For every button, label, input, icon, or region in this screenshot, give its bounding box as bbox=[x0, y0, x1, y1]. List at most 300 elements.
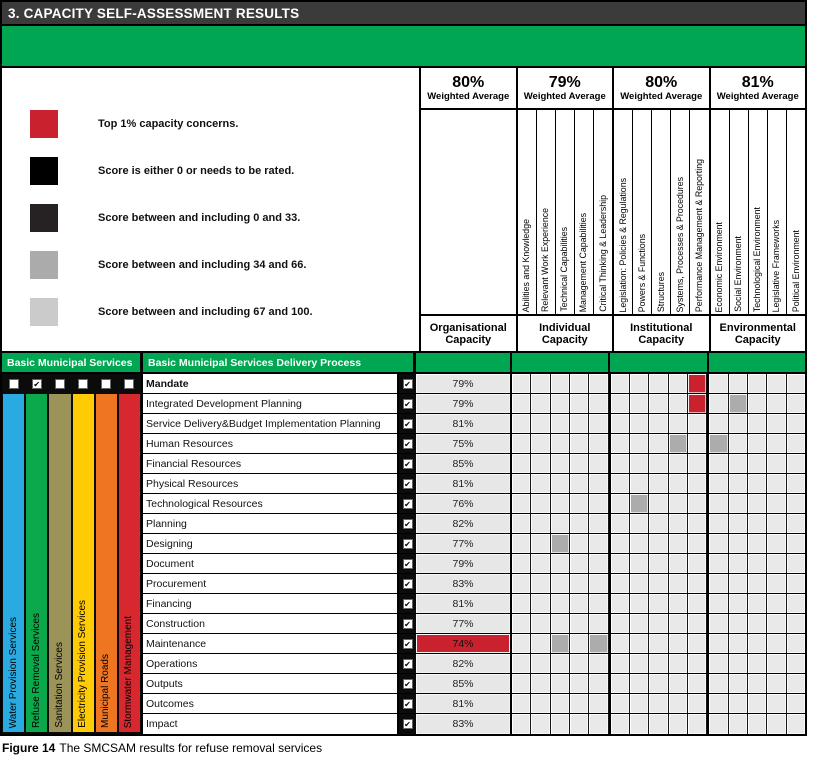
matrix-cell bbox=[748, 494, 767, 513]
service-column bbox=[26, 394, 47, 732]
capacity-label: Individual Capacity bbox=[518, 314, 613, 351]
matrix-cell bbox=[669, 694, 688, 713]
matrix-cell bbox=[729, 614, 748, 633]
matrix-cell bbox=[570, 594, 589, 613]
row-checkbox[interactable]: ✔ bbox=[404, 479, 411, 489]
data-area bbox=[2, 374, 805, 734]
service-column-label: Water Provision Services bbox=[7, 616, 19, 728]
data-rows bbox=[143, 374, 805, 734]
matrix-cell bbox=[748, 634, 767, 653]
matrix-cell bbox=[512, 714, 531, 734]
table-row bbox=[143, 614, 805, 634]
service-column-label: Stormwater Management bbox=[123, 615, 135, 728]
process-label: Document bbox=[143, 554, 399, 573]
service-column bbox=[73, 394, 94, 732]
row-checkbox[interactable]: ✔ bbox=[404, 499, 411, 509]
row-checkbox-cell bbox=[399, 634, 416, 653]
matrix-cell bbox=[767, 494, 786, 513]
subcolumn-label: Structures bbox=[655, 271, 666, 312]
matrix-cell bbox=[630, 374, 649, 393]
section-header-row bbox=[2, 353, 805, 374]
matrix-row bbox=[512, 514, 805, 533]
matrix-cell bbox=[589, 414, 608, 433]
score-cell: 83% bbox=[416, 714, 512, 734]
matrix-cell bbox=[589, 614, 608, 633]
matrix-cell bbox=[748, 614, 767, 633]
matrix-cell bbox=[669, 674, 688, 693]
subcolumn bbox=[652, 110, 671, 314]
table-row bbox=[143, 474, 805, 494]
matrix-cell bbox=[767, 574, 786, 593]
matrix-cell bbox=[589, 534, 608, 553]
subcolumn bbox=[614, 110, 633, 314]
matrix-cell bbox=[609, 634, 630, 653]
capacity-group bbox=[612, 68, 709, 351]
matrix-cell bbox=[531, 554, 550, 573]
matrix-cell bbox=[531, 374, 550, 393]
matrix-cell bbox=[512, 434, 531, 453]
capacity-label: Institutional Capacity bbox=[614, 314, 709, 351]
matrix-cell bbox=[609, 594, 630, 613]
matrix-cell bbox=[669, 514, 688, 533]
legend-swatch bbox=[30, 157, 58, 185]
subcolumn bbox=[749, 110, 768, 314]
services-header bbox=[2, 353, 143, 372]
matrix-cell bbox=[570, 634, 589, 653]
matrix-cell bbox=[609, 414, 630, 433]
subcolumn-label: Abilities and Knowledge bbox=[521, 218, 532, 312]
matrix-cell bbox=[748, 654, 767, 673]
process-label: Construction bbox=[143, 614, 399, 633]
matrix-cell bbox=[630, 594, 649, 613]
matrix-cell bbox=[531, 714, 550, 734]
process-label: Physical Resources bbox=[143, 474, 399, 493]
matrix-row bbox=[512, 674, 805, 693]
matrix-cell bbox=[707, 674, 728, 693]
matrix-cell bbox=[748, 514, 767, 533]
capacity-groups bbox=[419, 68, 805, 351]
matrix-cell bbox=[649, 454, 668, 473]
row-checkbox-cell bbox=[399, 434, 416, 453]
row-checkbox[interactable]: ✔ bbox=[404, 539, 411, 549]
matrix-cell bbox=[787, 674, 805, 693]
row-checkbox-cell bbox=[399, 514, 416, 533]
subcolumns bbox=[518, 110, 613, 314]
matrix-cell bbox=[688, 514, 707, 533]
matrix-cell bbox=[707, 494, 728, 513]
row-checkbox[interactable]: ✔ bbox=[404, 439, 411, 449]
matrix-row bbox=[512, 474, 805, 493]
matrix-cell bbox=[688, 394, 707, 413]
matrix-cell bbox=[649, 714, 668, 734]
matrix-row bbox=[512, 574, 805, 593]
capacity-group bbox=[419, 68, 516, 351]
matrix-cell bbox=[669, 474, 688, 493]
figure-caption bbox=[0, 741, 813, 755]
service-checkbox-cell bbox=[95, 379, 118, 389]
matrix-row bbox=[512, 534, 805, 553]
matrix-row bbox=[512, 374, 805, 393]
score-cell: 79% bbox=[416, 394, 512, 413]
subcolumn bbox=[671, 110, 690, 314]
matrix-cell bbox=[787, 534, 805, 553]
matrix-cell bbox=[669, 714, 688, 734]
subcolumn bbox=[768, 110, 787, 314]
matrix-cell bbox=[688, 494, 707, 513]
matrix-cell bbox=[787, 654, 805, 673]
matrix-cell bbox=[570, 714, 589, 734]
matrix-cell bbox=[551, 634, 570, 653]
matrix-cell bbox=[531, 434, 550, 453]
matrix-cell bbox=[512, 514, 531, 533]
matrix-cell bbox=[729, 394, 748, 413]
row-checkbox-cell bbox=[399, 394, 416, 413]
service-column-label: Municipal Roads bbox=[100, 654, 112, 728]
table-row bbox=[143, 534, 805, 554]
matrix-cell bbox=[570, 534, 589, 553]
matrix-cell bbox=[748, 474, 767, 493]
matrix-cell bbox=[688, 374, 707, 393]
matrix-cell bbox=[551, 574, 570, 593]
subcolumn-label: Performance Management & Reporting bbox=[694, 158, 705, 312]
matrix-cell bbox=[630, 574, 649, 593]
subcolumn-label: Relevant Work Experience bbox=[540, 208, 551, 312]
process-label: Planning bbox=[143, 514, 399, 533]
subcolumn bbox=[556, 110, 575, 314]
matrix-cell bbox=[729, 694, 748, 713]
matrix-row bbox=[512, 654, 805, 673]
matrix-cell bbox=[787, 714, 805, 734]
matrix-row bbox=[512, 694, 805, 713]
matrix-cell bbox=[551, 374, 570, 393]
legend bbox=[2, 68, 419, 351]
matrix-cell bbox=[551, 674, 570, 693]
service-checkbox[interactable] bbox=[101, 379, 111, 389]
matrix-cell bbox=[669, 454, 688, 473]
matrix-cell bbox=[748, 694, 767, 713]
matrix-cell bbox=[688, 534, 707, 553]
matrix-cell bbox=[589, 434, 608, 453]
subcolumn bbox=[690, 110, 708, 314]
weighted-average-value: 80% bbox=[645, 74, 678, 91]
matrix-cell bbox=[649, 474, 668, 493]
matrix-cell bbox=[630, 494, 649, 513]
matrix-row bbox=[512, 594, 805, 613]
matrix-row bbox=[512, 454, 805, 473]
matrix-cell bbox=[570, 694, 589, 713]
matrix-cell bbox=[609, 534, 630, 553]
empty-subcolumn bbox=[421, 110, 516, 314]
matrix-cell bbox=[609, 494, 630, 513]
matrix-cell bbox=[669, 614, 688, 633]
matrix-cell bbox=[688, 574, 707, 593]
table-row bbox=[143, 514, 805, 534]
matrix-cell bbox=[649, 514, 668, 533]
service-column bbox=[3, 394, 24, 732]
matrix-cell bbox=[729, 434, 748, 453]
matrix-row bbox=[512, 414, 805, 433]
matrix-cell bbox=[589, 554, 608, 573]
matrix-cell bbox=[787, 554, 805, 573]
score-cell: 81% bbox=[416, 474, 512, 493]
matrix-cell bbox=[669, 574, 688, 593]
matrix-cell bbox=[649, 694, 668, 713]
matrix-cell bbox=[570, 374, 589, 393]
matrix-cell bbox=[649, 494, 668, 513]
legend-swatch bbox=[30, 298, 58, 326]
row-checkbox[interactable]: ✔ bbox=[404, 419, 411, 429]
matrix-cell bbox=[570, 614, 589, 633]
matrix-cell bbox=[609, 474, 630, 493]
matrix-cell bbox=[688, 614, 707, 633]
weighted-average-label: Weighted Average bbox=[716, 91, 799, 102]
matrix-cell bbox=[748, 414, 767, 433]
matrix-row bbox=[512, 494, 805, 513]
row-checkbox[interactable]: ✔ bbox=[404, 699, 411, 709]
matrix-cell bbox=[729, 634, 748, 653]
matrix-cell bbox=[707, 474, 728, 493]
process-label: Financing bbox=[143, 594, 399, 613]
table-row bbox=[143, 654, 805, 674]
row-checkbox[interactable]: ✔ bbox=[404, 379, 411, 389]
score-cell: 81% bbox=[416, 414, 512, 433]
matrix-cell bbox=[551, 694, 570, 713]
matrix-cell bbox=[570, 654, 589, 673]
matrix-cell bbox=[767, 414, 786, 433]
matrix-cell bbox=[688, 654, 707, 673]
weighted-average-label: Weighted Average bbox=[620, 91, 703, 102]
service-checkbox[interactable] bbox=[124, 379, 134, 389]
service-column bbox=[96, 394, 117, 732]
matrix-cell bbox=[707, 534, 728, 553]
matrix-cell bbox=[589, 514, 608, 533]
matrix-cell bbox=[767, 694, 786, 713]
matrix-cell bbox=[570, 514, 589, 533]
matrix-cell bbox=[609, 394, 630, 413]
row-checkbox[interactable]: ✔ bbox=[404, 720, 411, 729]
matrix-cell bbox=[630, 634, 649, 653]
matrix-cell bbox=[649, 434, 668, 453]
legend-swatch bbox=[30, 251, 58, 279]
green-banner bbox=[2, 26, 805, 68]
weighted-average-cell bbox=[421, 68, 516, 110]
matrix-cell bbox=[531, 454, 550, 473]
service-checkbox[interactable] bbox=[78, 379, 88, 389]
service-checkbox-cell bbox=[48, 379, 71, 389]
subcolumn bbox=[787, 110, 805, 314]
matrix-cell bbox=[767, 394, 786, 413]
matrix-cell bbox=[512, 474, 531, 493]
matrix-cell bbox=[512, 414, 531, 433]
matrix-cell bbox=[609, 514, 630, 533]
subcolumn-label: Economic Environment bbox=[714, 221, 725, 312]
service-checkbox[interactable] bbox=[9, 379, 19, 389]
score-cell: 85% bbox=[416, 674, 512, 693]
score-cell: 76% bbox=[416, 494, 512, 513]
table-row bbox=[143, 414, 805, 434]
score-cell: 85% bbox=[416, 454, 512, 473]
matrix-cell bbox=[589, 454, 608, 473]
matrix-cell bbox=[688, 714, 707, 734]
matrix-cell bbox=[551, 654, 570, 673]
matrix-cell bbox=[669, 494, 688, 513]
matrix-cell bbox=[630, 474, 649, 493]
matrix-cell bbox=[630, 694, 649, 713]
matrix-cell bbox=[512, 374, 531, 393]
matrix-cell bbox=[787, 374, 805, 393]
matrix-cell bbox=[767, 554, 786, 573]
matrix-cell bbox=[707, 594, 728, 613]
matrix-cell bbox=[589, 714, 608, 734]
process-label: Outputs bbox=[143, 674, 399, 693]
matrix-cell bbox=[748, 594, 767, 613]
weighted-average-value: 80% bbox=[452, 74, 485, 91]
matrix-cell bbox=[787, 694, 805, 713]
matrix-cell bbox=[729, 714, 748, 734]
matrix-cell bbox=[512, 494, 531, 513]
matrix-cell bbox=[787, 634, 805, 653]
matrix-cell bbox=[589, 654, 608, 673]
green-segment-score bbox=[416, 353, 512, 372]
score-cell: 77% bbox=[416, 614, 512, 633]
row-checkbox-cell bbox=[399, 694, 416, 713]
matrix-cell bbox=[707, 394, 728, 413]
matrix-cell bbox=[531, 614, 550, 633]
matrix-cell bbox=[570, 394, 589, 413]
matrix-cell bbox=[787, 614, 805, 633]
matrix-cell bbox=[570, 574, 589, 593]
matrix-cell bbox=[531, 674, 550, 693]
matrix-cell bbox=[531, 514, 550, 533]
matrix-cell bbox=[589, 594, 608, 613]
table-row bbox=[143, 714, 805, 734]
matrix-cell bbox=[551, 534, 570, 553]
matrix-cell bbox=[630, 534, 649, 553]
matrix-cell bbox=[630, 414, 649, 433]
row-checkbox-cell bbox=[399, 494, 416, 513]
table-row bbox=[143, 574, 805, 594]
service-columns bbox=[2, 394, 141, 734]
matrix-cell bbox=[729, 534, 748, 553]
process-label: Outcomes bbox=[143, 694, 399, 713]
matrix-cell bbox=[570, 414, 589, 433]
matrix-cell bbox=[767, 454, 786, 473]
services-header-label: Basic Municipal Services bbox=[7, 356, 133, 369]
score-cell: 82% bbox=[416, 654, 512, 673]
matrix-cell bbox=[669, 434, 688, 453]
score-cell: 79% bbox=[416, 374, 512, 393]
section-title-bar bbox=[2, 2, 805, 26]
matrix-cell bbox=[609, 674, 630, 693]
weighted-average-cell bbox=[711, 68, 806, 110]
row-checkbox[interactable]: ✔ bbox=[404, 599, 411, 609]
matrix-cell bbox=[669, 554, 688, 573]
matrix-cell bbox=[570, 494, 589, 513]
subcolumn-label: Powers & Functions bbox=[636, 233, 647, 312]
matrix-cell bbox=[551, 434, 570, 453]
matrix-cell bbox=[649, 674, 668, 693]
score-cell: 79% bbox=[416, 554, 512, 573]
legend-label: Score is either 0 or needs to be rated. bbox=[98, 165, 295, 177]
matrix-cell bbox=[512, 574, 531, 593]
row-checkbox[interactable]: ✔ bbox=[404, 459, 411, 469]
capacity-label: Organisational Capacity bbox=[421, 314, 516, 351]
matrix-cell bbox=[512, 554, 531, 573]
row-checkbox[interactable]: ✔ bbox=[404, 519, 411, 529]
row-checkbox[interactable]: ✔ bbox=[404, 579, 411, 589]
legend-item bbox=[30, 110, 419, 138]
subcolumn bbox=[730, 110, 749, 314]
process-label: Service Delivery&Budget Implementation Planning bbox=[143, 414, 399, 433]
matrix-cell bbox=[630, 674, 649, 693]
matrix-cell bbox=[787, 494, 805, 513]
matrix-cell bbox=[551, 614, 570, 633]
row-checkbox[interactable]: ✔ bbox=[404, 619, 411, 629]
matrix-cell bbox=[729, 494, 748, 513]
matrix-cell bbox=[787, 474, 805, 493]
matrix-cell bbox=[630, 394, 649, 413]
matrix-cell bbox=[589, 694, 608, 713]
matrix-cell bbox=[729, 414, 748, 433]
matrix-cell bbox=[649, 634, 668, 653]
matrix-cell bbox=[589, 574, 608, 593]
subcolumn-label: Technical Capabilities bbox=[559, 227, 570, 312]
green-segment-institutional bbox=[610, 353, 708, 372]
subcolumns bbox=[711, 110, 806, 314]
matrix-cell bbox=[688, 594, 707, 613]
legend-swatch bbox=[30, 110, 58, 138]
legend-label: Top 1% capacity concerns. bbox=[98, 118, 239, 130]
matrix-cell bbox=[630, 434, 649, 453]
matrix-cell bbox=[707, 374, 728, 393]
subcolumn bbox=[594, 110, 612, 314]
matrix-cell bbox=[531, 694, 550, 713]
matrix-cell bbox=[787, 434, 805, 453]
row-checkbox-cell bbox=[399, 594, 416, 613]
matrix-cell bbox=[512, 394, 531, 413]
legend-label: Score between and including 0 and 33. bbox=[98, 212, 301, 224]
matrix-cell bbox=[767, 374, 786, 393]
matrix-cell bbox=[649, 594, 668, 613]
matrix-cell bbox=[589, 394, 608, 413]
row-checkbox-cell bbox=[399, 414, 416, 433]
row-checkbox[interactable]: ✔ bbox=[404, 399, 411, 409]
row-checkbox[interactable]: ✔ bbox=[404, 559, 411, 569]
matrix-cell bbox=[609, 374, 630, 393]
subcolumn-label: Systems, Processes & Procedures bbox=[674, 176, 685, 312]
subcolumn-label: Legislation: Policies & Regulations bbox=[617, 177, 628, 312]
matrix-cell bbox=[767, 514, 786, 533]
row-checkbox[interactable]: ✔ bbox=[404, 639, 411, 649]
matrix-cell bbox=[630, 454, 649, 473]
matrix-cell bbox=[649, 654, 668, 673]
matrix-cell bbox=[787, 394, 805, 413]
matrix-cell bbox=[531, 414, 550, 433]
matrix-cell bbox=[649, 374, 668, 393]
row-checkbox[interactable]: ✔ bbox=[404, 679, 411, 689]
service-checkbox[interactable]: ✔ bbox=[33, 380, 41, 389]
row-checkbox[interactable]: ✔ bbox=[404, 659, 411, 669]
legend-item bbox=[30, 157, 419, 185]
matrix-cell bbox=[729, 374, 748, 393]
table-row bbox=[143, 454, 805, 474]
process-label: Designing bbox=[143, 534, 399, 553]
matrix-cell bbox=[729, 674, 748, 693]
score-cell: 81% bbox=[416, 594, 512, 613]
service-checkbox[interactable] bbox=[55, 379, 65, 389]
row-checkbox-cell bbox=[399, 474, 416, 493]
matrix-cell bbox=[748, 434, 767, 453]
